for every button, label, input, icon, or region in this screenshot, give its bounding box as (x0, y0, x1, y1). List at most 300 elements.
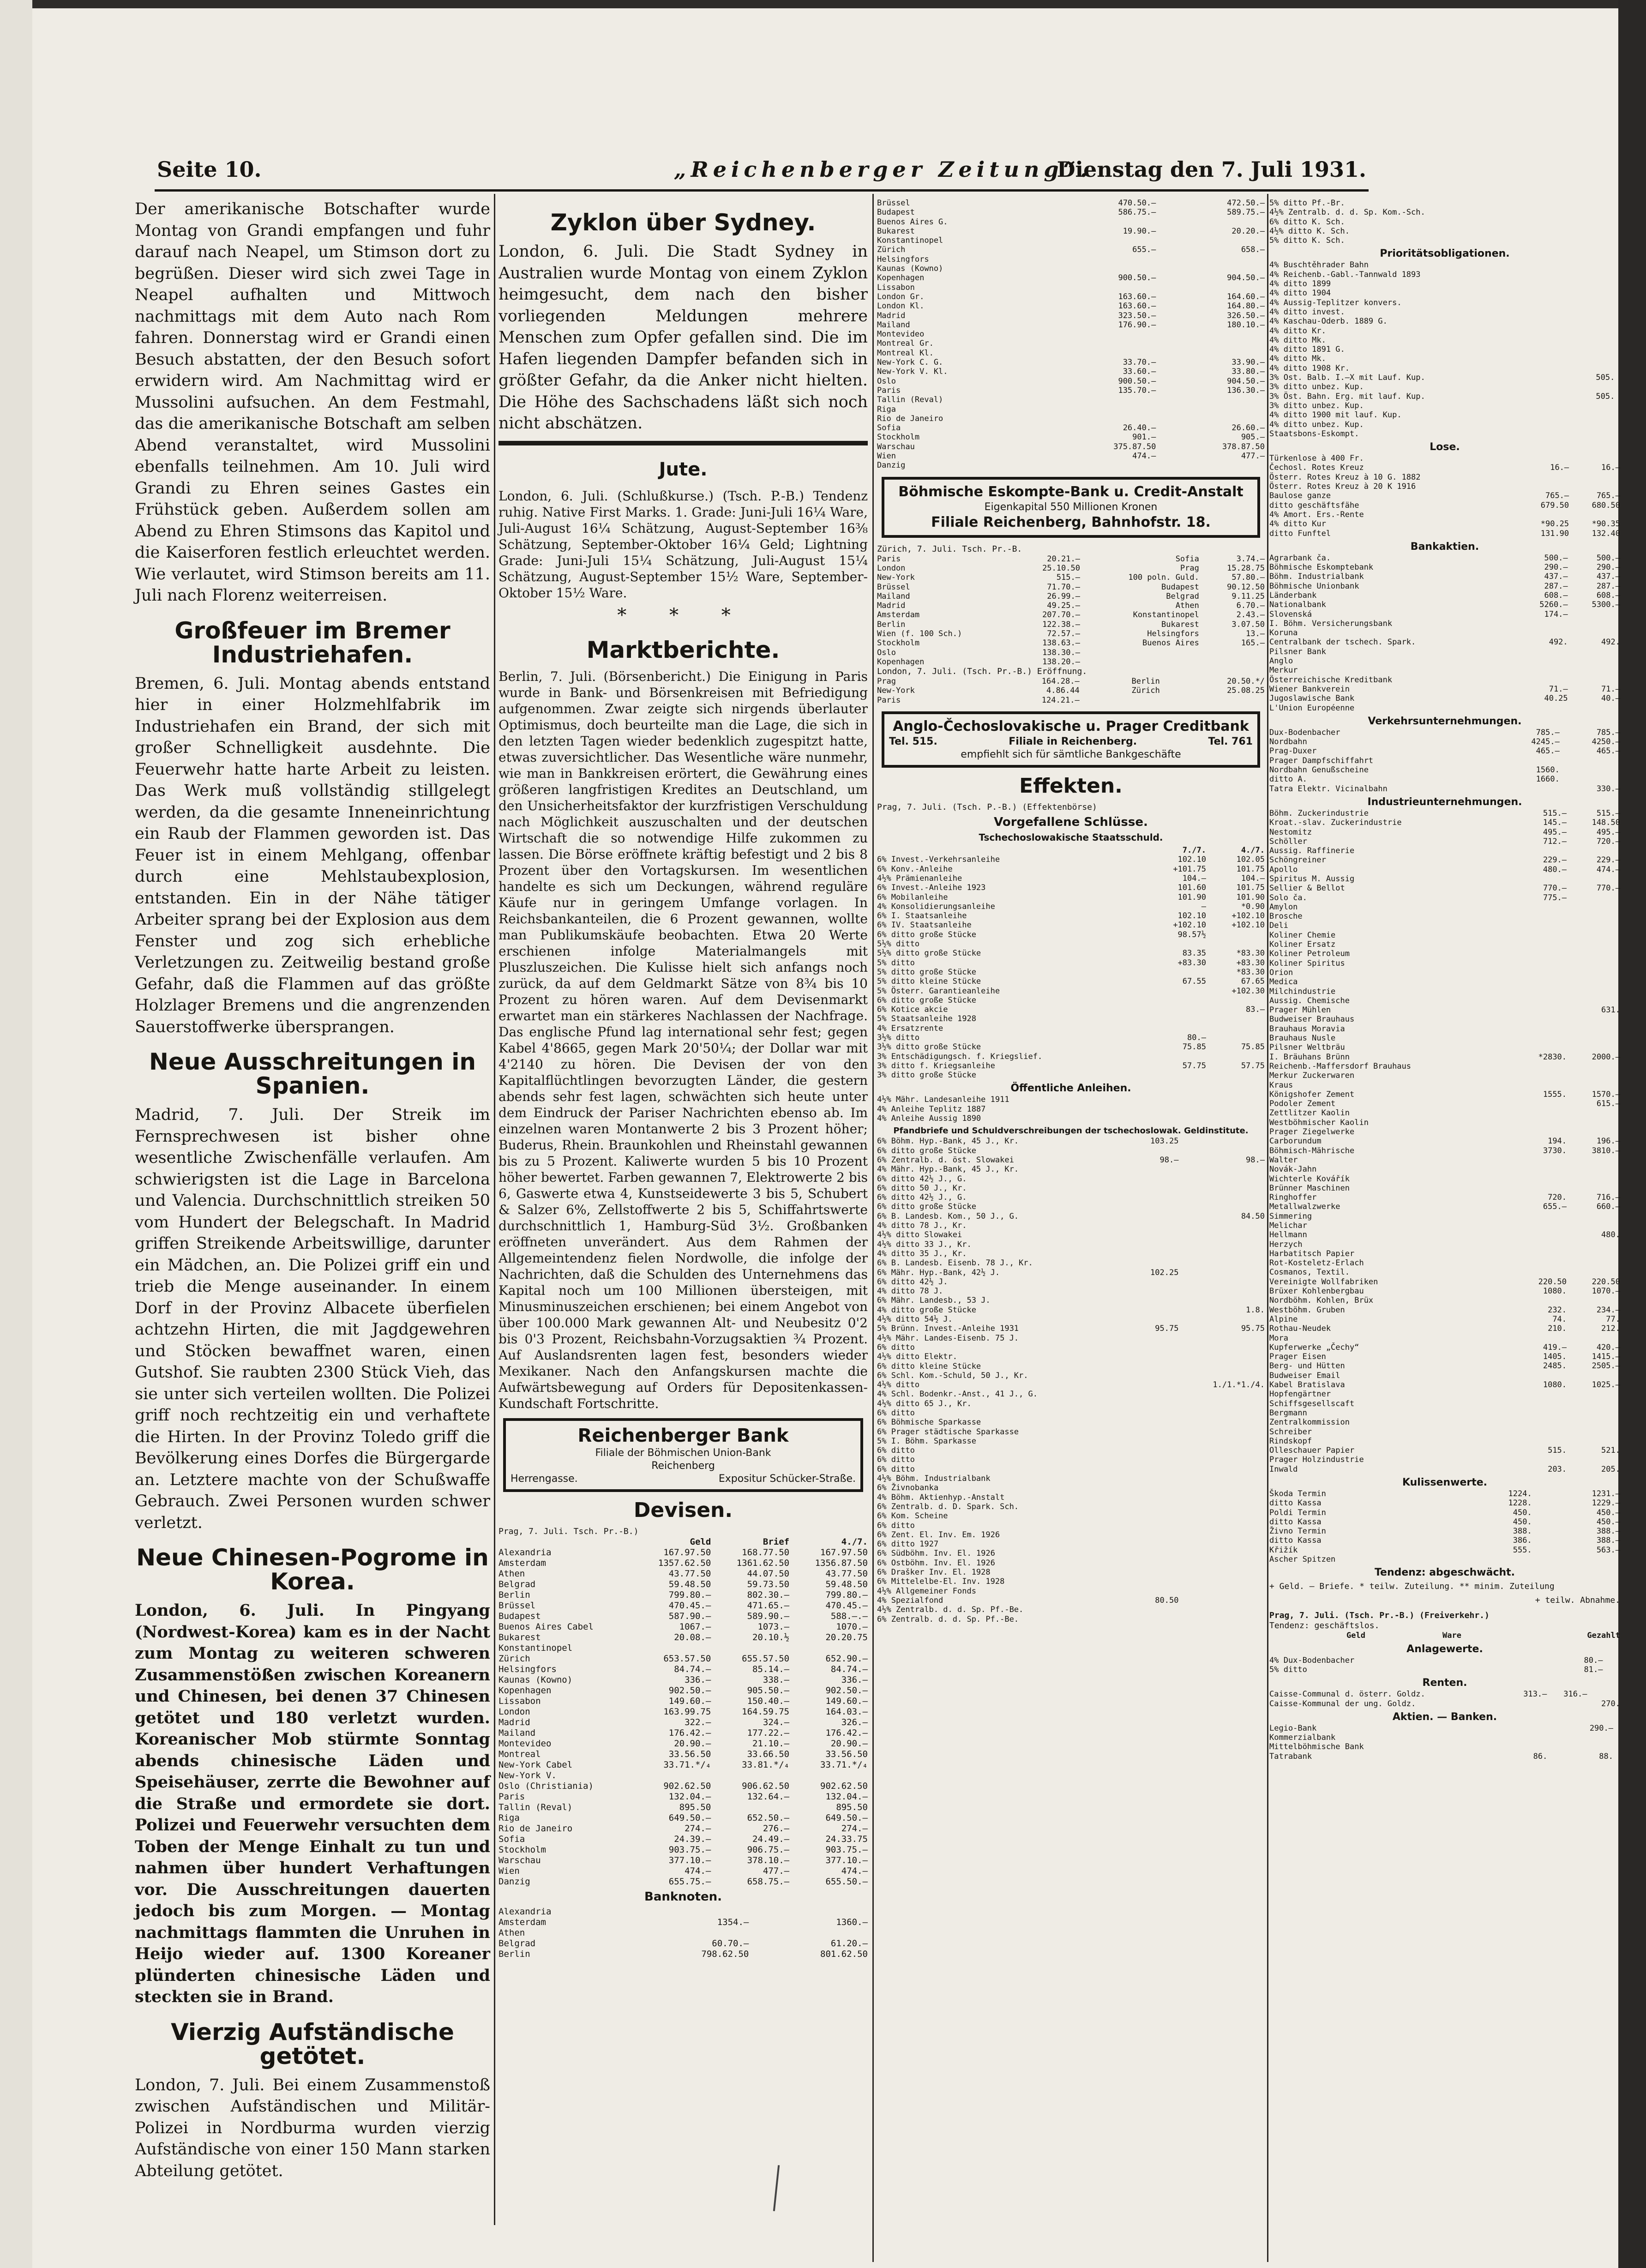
devisen-row (499, 1739, 868, 1749)
industrie-row (1269, 1024, 1620, 1034)
verkehr-row (1269, 737, 1620, 746)
row-label: Lissabon (877, 283, 915, 292)
pfandbrief-row (877, 1558, 1265, 1568)
row-label: 4½% ditto Slowakei (877, 1230, 962, 1240)
row-value: 1.8. (1246, 1305, 1265, 1315)
row-value: 67.65 (1241, 977, 1265, 987)
row-label: 6% Böhmische Sparkasse (877, 1418, 981, 1427)
headline-effekten: Effekten. (1019, 774, 1123, 798)
industrie-row (1269, 1212, 1620, 1221)
row-value: Buenos Aires (1142, 638, 1199, 648)
kulisse-row (1269, 1517, 1620, 1527)
staatsschuld-row (877, 977, 1265, 986)
row-value: 274.— (841, 1823, 868, 1834)
row-value (1614, 217, 1620, 227)
row-value: +102.10 (1231, 911, 1265, 921)
row-label: Slovenská (1269, 609, 1312, 619)
row-value: Berlin (1131, 677, 1160, 686)
banknote-row (877, 320, 1265, 330)
devisen-row (499, 1696, 868, 1707)
row-label: Zettlitzer Kaolin (1269, 1108, 1350, 1118)
row-value: 276.— (763, 1823, 790, 1834)
row-value (1513, 1258, 1567, 1268)
row-value (1615, 326, 1620, 336)
row-value (1615, 392, 1620, 401)
row-value (1513, 996, 1567, 1005)
row-value: 102.25 (1150, 1268, 1179, 1277)
row-value (1513, 1155, 1567, 1165)
pfandbrief-row (877, 1249, 1265, 1258)
row-value (1567, 1043, 1620, 1052)
row-value (1156, 255, 1265, 264)
row-label: Jugoslawische Bank (1269, 694, 1355, 704)
row-value (1614, 199, 1620, 208)
row-value (1615, 429, 1620, 439)
row-value: 902.62.50 (663, 1781, 711, 1791)
row-value (1147, 1005, 1206, 1014)
industrie-row (1269, 1071, 1620, 1080)
row-value: 13.— (1246, 629, 1265, 638)
row-label: Montevideo (499, 1738, 552, 1749)
row-value: 375.87.50 (1113, 442, 1156, 451)
row-value (1567, 940, 1620, 949)
row-label: Wichterle Kovářík (1269, 1174, 1350, 1184)
row-label: 3½% ditto große Stücke (877, 1042, 981, 1052)
row-value: 71.— (1549, 684, 1568, 694)
row-label: Danzig (499, 1876, 530, 1887)
row-value (1156, 264, 1265, 273)
row-value (1178, 1455, 1265, 1464)
row-value (1129, 1371, 1178, 1380)
row-value (1156, 414, 1265, 423)
row-value (1129, 1483, 1178, 1492)
row-value (1129, 1502, 1178, 1511)
row-label: Pilsner Bank (1269, 647, 1326, 656)
row-label: Medica (1269, 977, 1298, 987)
row-value (1567, 1399, 1620, 1408)
row-label: 6% Böhm. Hyp.-Bank, 45 J., Kr. (877, 1137, 1019, 1146)
row-label: Oslo (877, 376, 896, 386)
row-value (1513, 1071, 1567, 1080)
row-value: 902.62.50 (820, 1781, 868, 1791)
row-value: 33.56.50 (668, 1749, 711, 1759)
row-value (1615, 401, 1620, 410)
row-label: Montreal Kl. (877, 348, 934, 358)
row-value (1573, 345, 1615, 354)
row-value: 2.43.— (1236, 610, 1265, 620)
row-label: 3% Öst. Bahn. Erg. mit lauf. Kup. (1269, 391, 1425, 401)
row-value (1129, 1549, 1178, 1558)
row-label: 4% ditto 1904 (1269, 289, 1331, 298)
staatsschuld-row (877, 865, 1265, 874)
row-value: 103.25 (1150, 1137, 1179, 1146)
row-value: 716.— (1596, 1193, 1620, 1203)
pfandbriefe-heading: Pfandbriefe und Schuldverschreibungen der tschechoslowak. Geldinstitute. (893, 1126, 1249, 1136)
row-value (1567, 1334, 1620, 1343)
pfandbrief-row (877, 1390, 1265, 1399)
pfandbrief-row (877, 1530, 1265, 1540)
row-value: 176.42.— (668, 1727, 711, 1738)
row-value (1515, 666, 1568, 675)
row-label: Kopenhagen (499, 1685, 552, 1696)
row-label: Prager Eisen (1269, 1352, 1326, 1362)
page-number: Seite 10. (157, 157, 262, 182)
row-value (1129, 1615, 1178, 1624)
row-value (630, 1928, 749, 1938)
row-label: ditto Kassa (1269, 1498, 1322, 1508)
row-value (1513, 987, 1567, 996)
row-value (1129, 1587, 1178, 1596)
table-header-row (877, 846, 1265, 855)
row-label: 6% Zentralb. d. öst. Slowakei (877, 1155, 1014, 1165)
row-value: 905.— (1241, 433, 1265, 442)
row-value (1613, 1724, 1620, 1733)
row-label: Stockholm (499, 1844, 546, 1855)
row-value (1129, 1540, 1178, 1549)
row-value (1206, 930, 1265, 939)
row-value: 906.75.— (747, 1844, 790, 1855)
banknoten-row (499, 1917, 868, 1928)
row-value: 59.73.50 (747, 1579, 790, 1589)
row-label: 4% ditto 78 J. (877, 1287, 943, 1296)
row-value (1567, 1371, 1620, 1380)
row-value (1129, 1521, 1178, 1530)
zurich-row (877, 638, 1265, 648)
row-value (1568, 610, 1620, 619)
verkehr-heading: Verkehrsunternehmungen. (1368, 715, 1522, 727)
row-value (1615, 373, 1620, 382)
row-value: 203. (1548, 1464, 1567, 1474)
devisen-row (499, 1728, 868, 1739)
row-label: Mailand (499, 1727, 536, 1738)
staatsschuld-row (877, 987, 1265, 996)
devisen-row (499, 1760, 868, 1770)
row-value (1129, 1193, 1178, 1202)
row-label: 6% ditto 50 J., Kr. (877, 1183, 967, 1193)
row-label: 4½% Mähr. Landesanleihe 1911 (877, 1095, 1009, 1105)
industrie-row (1269, 1043, 1620, 1052)
row-value: 1357.62.50 (658, 1558, 711, 1568)
industrie-table (1269, 809, 1620, 1474)
pfandbrief-row (877, 1193, 1265, 1202)
row-value: 388.— (1596, 1536, 1620, 1546)
column-header: 7./7. (1182, 846, 1206, 855)
pfandbrief-row (877, 1521, 1265, 1530)
oeffentliche-table (877, 1095, 1265, 1123)
row-value: 450. (1513, 1508, 1532, 1517)
row-label: Kabel Bratislava (1269, 1380, 1345, 1390)
row-value: 83.35 (1182, 949, 1206, 958)
row-value (1249, 1114, 1257, 1123)
row-value: 4245.— (1531, 737, 1560, 747)
pfandbrief-row (877, 1493, 1265, 1502)
row-value: 1231.— (1592, 1489, 1620, 1498)
row-value (1178, 1343, 1265, 1352)
row-value (1513, 1005, 1567, 1015)
row-label: 3% ditto f. Kriegsanleihe (877, 1061, 995, 1071)
row-value (1573, 410, 1615, 420)
industrie-row (1269, 1062, 1620, 1071)
row-value (1568, 704, 1620, 713)
row-label: Nationalbank (1269, 600, 1326, 610)
row-value (1615, 364, 1620, 373)
row-label: Belgrad (499, 1579, 536, 1589)
row-value: 95.75 (1155, 1324, 1179, 1334)
row-value (1568, 628, 1620, 638)
row-label: Lissabon (499, 1696, 541, 1706)
row-label: 4½% Allgemeiner Fonds (877, 1586, 976, 1596)
prioritaet-row (1269, 345, 1620, 354)
row-label: 6% Ostböhm. Inv. El. 1926 (877, 1558, 995, 1568)
row-value: *90.35 (1592, 519, 1620, 529)
row-value: 67.55 (1182, 977, 1206, 987)
row-value: 1228. (1508, 1498, 1532, 1508)
row-label: 6% ditto große Stücke (877, 1202, 976, 1212)
row-value: 470.45.— (668, 1600, 711, 1611)
pfandbrief-row (877, 1137, 1265, 1146)
prioritaet-row (1269, 336, 1620, 345)
row-value (1567, 1258, 1620, 1268)
row-value (1129, 1212, 1178, 1221)
row-label: Berlin (499, 1589, 530, 1600)
banknote-row (877, 349, 1265, 358)
row-value: 330.— (1596, 784, 1620, 794)
row-value: 101.90 (1177, 892, 1206, 902)
industrie-row (1269, 837, 1620, 846)
row-value: 901.— (1132, 433, 1156, 442)
row-value: 378.87.50 (1222, 442, 1265, 451)
row-value: 1./1.*1./4. (1213, 1380, 1265, 1390)
anlagewerte-table (1269, 1656, 1620, 1675)
anlagewerte-heading: Anlagewerte. (1406, 1643, 1483, 1655)
row-label: New-York V. (499, 1770, 557, 1781)
row-label: Madrid (877, 601, 906, 611)
freiverkehr-row (1269, 1742, 1620, 1751)
row-label: 4% Mähr. Hyp.-Bank, 45 J., Kr. (877, 1165, 1019, 1174)
column-header: Geld (690, 1536, 711, 1547)
row-value (1499, 756, 1560, 765)
row-label: Nordbahn Genußscheine (1269, 765, 1369, 775)
row-value (1567, 1296, 1620, 1305)
prioritaet-row (1269, 401, 1620, 410)
prioritaet-heading: Prioritätsobligationen. (1380, 248, 1510, 260)
industrie-row (1269, 1118, 1620, 1127)
column-exchange-2 (1269, 199, 1620, 2267)
row-value: +102.30 (1231, 986, 1265, 996)
row-value: 785.— (1596, 728, 1620, 737)
row-value: 589.90.— (747, 1611, 790, 1621)
row-value: 587.90.— (668, 1611, 711, 1621)
row-label: Madrid (499, 1717, 530, 1727)
row-value (1567, 1034, 1620, 1043)
industrie-row (1269, 1099, 1620, 1108)
row-label: New-York V. Kl. (877, 367, 948, 377)
row-value: 631. (1601, 1005, 1620, 1015)
row-value (1615, 345, 1620, 354)
prioritaet-row (1269, 279, 1620, 289)
row-value (1573, 317, 1615, 326)
row-label: I. Böhm. Versicherungsbank (1269, 619, 1393, 628)
row-value (1513, 1455, 1567, 1464)
row-label: Prag-Duxer (1269, 746, 1317, 756)
row-value: 3.74.— (1236, 554, 1265, 564)
row-label: 6% ditto große Stücke (877, 1146, 976, 1155)
row-value (1199, 648, 1265, 657)
row-value: *83.30 (1236, 967, 1265, 977)
row-value: 102.10 (1177, 911, 1206, 921)
row-value: 770.— (1543, 884, 1567, 893)
row-value: 5260.— (1539, 600, 1568, 610)
row-value (789, 1770, 868, 1781)
industrie-row (1269, 1343, 1620, 1352)
devisen-row (499, 1600, 868, 1611)
row-value (1147, 1024, 1206, 1033)
staatsschuld-row (877, 930, 1265, 939)
row-label: ditto Kassa (1269, 1536, 1322, 1546)
devisen-row (499, 1802, 868, 1813)
row-value (1608, 236, 1614, 245)
row-value (1080, 657, 1199, 667)
row-value (1560, 765, 1620, 775)
ad-anglo-name: Anglo-Čechoslovakische u. Prager Creditbank (893, 718, 1249, 735)
pfandbrief-row (877, 1202, 1265, 1211)
vorgefallene-heading: Vorgefallene Schlüsse. (994, 815, 1148, 830)
industrie-row (1269, 1399, 1620, 1408)
row-value (1573, 307, 1615, 317)
row-value (1147, 968, 1206, 977)
row-value (1178, 1334, 1265, 1343)
row-value (1047, 236, 1156, 245)
row-value (1505, 1742, 1548, 1751)
row-value (1515, 656, 1568, 666)
row-value: 505. (1596, 391, 1615, 401)
row-label: 4% Reichenb.-Gabl.-Tannwald 1893 (1269, 270, 1421, 279)
row-label: Ascher Spitzen (1269, 1555, 1336, 1564)
row-label: 4½% ditto (877, 1380, 920, 1390)
row-label: 5% ditto (1269, 1665, 1307, 1674)
verkehr-row (1269, 784, 1620, 794)
row-value (1178, 1399, 1265, 1408)
zurich-row (877, 592, 1265, 601)
pfandbrief-row (877, 1371, 1265, 1380)
row-label: 5% ditto Pf.-Br. (1269, 199, 1345, 208)
row-value: 658.75.— (747, 1876, 790, 1887)
staatsschuld-row (877, 1071, 1265, 1080)
row-label: Wien (499, 1865, 520, 1876)
row-label: Brüssel (499, 1600, 536, 1611)
prioritaet-row (1269, 326, 1620, 336)
row-value (711, 1643, 789, 1654)
row-value (1567, 893, 1620, 902)
row-label: Westböhm. Gruben (1269, 1305, 1345, 1315)
row-value (1567, 1071, 1620, 1080)
banknote-row (877, 414, 1265, 423)
devisen-row (499, 1781, 868, 1792)
oeffentliche-heading: Öffentliche Anleihen. (1010, 1083, 1131, 1095)
row-value: 43.77.50 (825, 1568, 868, 1579)
row-label: 6% ditto 42½ J. (877, 1277, 948, 1287)
row-value: 167.97.50 (820, 1547, 868, 1558)
headline-korea: Neue Chinesen-Pogrome in Korea. (136, 1544, 489, 1595)
pfandbrief-row (877, 1483, 1265, 1492)
row-value (1567, 1455, 1620, 1464)
row-value (1614, 227, 1620, 236)
row-value (1178, 1587, 1265, 1596)
row-value (1178, 1296, 1265, 1305)
row-label: 5% ditto K. Sch. (1269, 236, 1345, 246)
industrie-row (1269, 1277, 1620, 1287)
pfand-continued-table (1269, 199, 1620, 245)
row-value (1178, 1483, 1265, 1492)
pfandbrief-row (877, 1568, 1265, 1577)
row-label: Koliner Petroleum (1269, 949, 1350, 959)
row-label: Berg- und Hütten (1269, 1361, 1345, 1371)
row-value (1513, 1015, 1567, 1024)
row-value (1507, 1699, 1547, 1709)
row-value (1573, 260, 1615, 270)
row-value (1129, 1558, 1178, 1568)
row-value: 75.85 (1241, 1042, 1265, 1052)
row-label: Budweiser Email (1269, 1371, 1340, 1380)
row-value (1047, 339, 1156, 348)
row-value (1614, 236, 1620, 245)
row-label: 4% ditto Mk. (1269, 335, 1326, 345)
row-label: Kroat.-slav. Zuckerindustrie (1269, 818, 1402, 828)
staatsschuld-row (877, 920, 1265, 930)
pfandbrief-row (877, 1212, 1265, 1221)
row-value: +102.10 (1231, 920, 1265, 930)
row-value: 495.— (1596, 827, 1620, 837)
bankaktie-row (1269, 666, 1620, 675)
row-label: 4% ditto invest. (1269, 307, 1345, 317)
row-value (1569, 473, 1620, 482)
industrie-row (1269, 1202, 1620, 1211)
banknote-row (877, 330, 1265, 339)
row-value (1513, 1108, 1567, 1118)
row-label: Buenos Aires Cabel (499, 1621, 594, 1632)
row-label: Paris (499, 1791, 525, 1802)
row-label: Montreal (499, 1749, 541, 1759)
row-label: London Gr. (877, 292, 925, 301)
row-label: Alexandria (499, 1547, 552, 1558)
row-value: 101.75 (1236, 883, 1265, 893)
row-value (1567, 1408, 1620, 1418)
row-value: 81.— (1584, 1665, 1603, 1674)
row-value: 500.— (1596, 553, 1620, 563)
pfandbrief-row (877, 1511, 1265, 1521)
row-value: 101.60 (1177, 883, 1206, 893)
verkehr-row (1269, 728, 1620, 737)
column-exchange-1 (877, 199, 1265, 2267)
row-value: 465.— (1536, 746, 1560, 756)
headline-burma: Vierzig Aufständische getötet. (171, 2018, 454, 2069)
row-value: 24.39.— (674, 1834, 711, 1844)
row-value: 322.— (685, 1717, 711, 1727)
row-value (1513, 874, 1567, 884)
row-value: 1570.— (1592, 1089, 1620, 1099)
row-value (1129, 1146, 1178, 1155)
row-value: 1560. (1536, 765, 1560, 775)
row-value: 229.— (1543, 855, 1567, 865)
row-label: 4% Ersatzrente (877, 1023, 943, 1033)
prioritaet-row (1269, 382, 1620, 391)
row-value: 26.60.— (1231, 423, 1265, 433)
row-value: 84.74.— (830, 1664, 868, 1674)
row-value: *2830. (1538, 1052, 1567, 1062)
row-label: Prager Holzindustrie (1269, 1455, 1364, 1465)
tendenz-text: Tendenz: abgeschwächt. (1374, 1567, 1515, 1579)
row-value (1178, 1408, 1265, 1418)
